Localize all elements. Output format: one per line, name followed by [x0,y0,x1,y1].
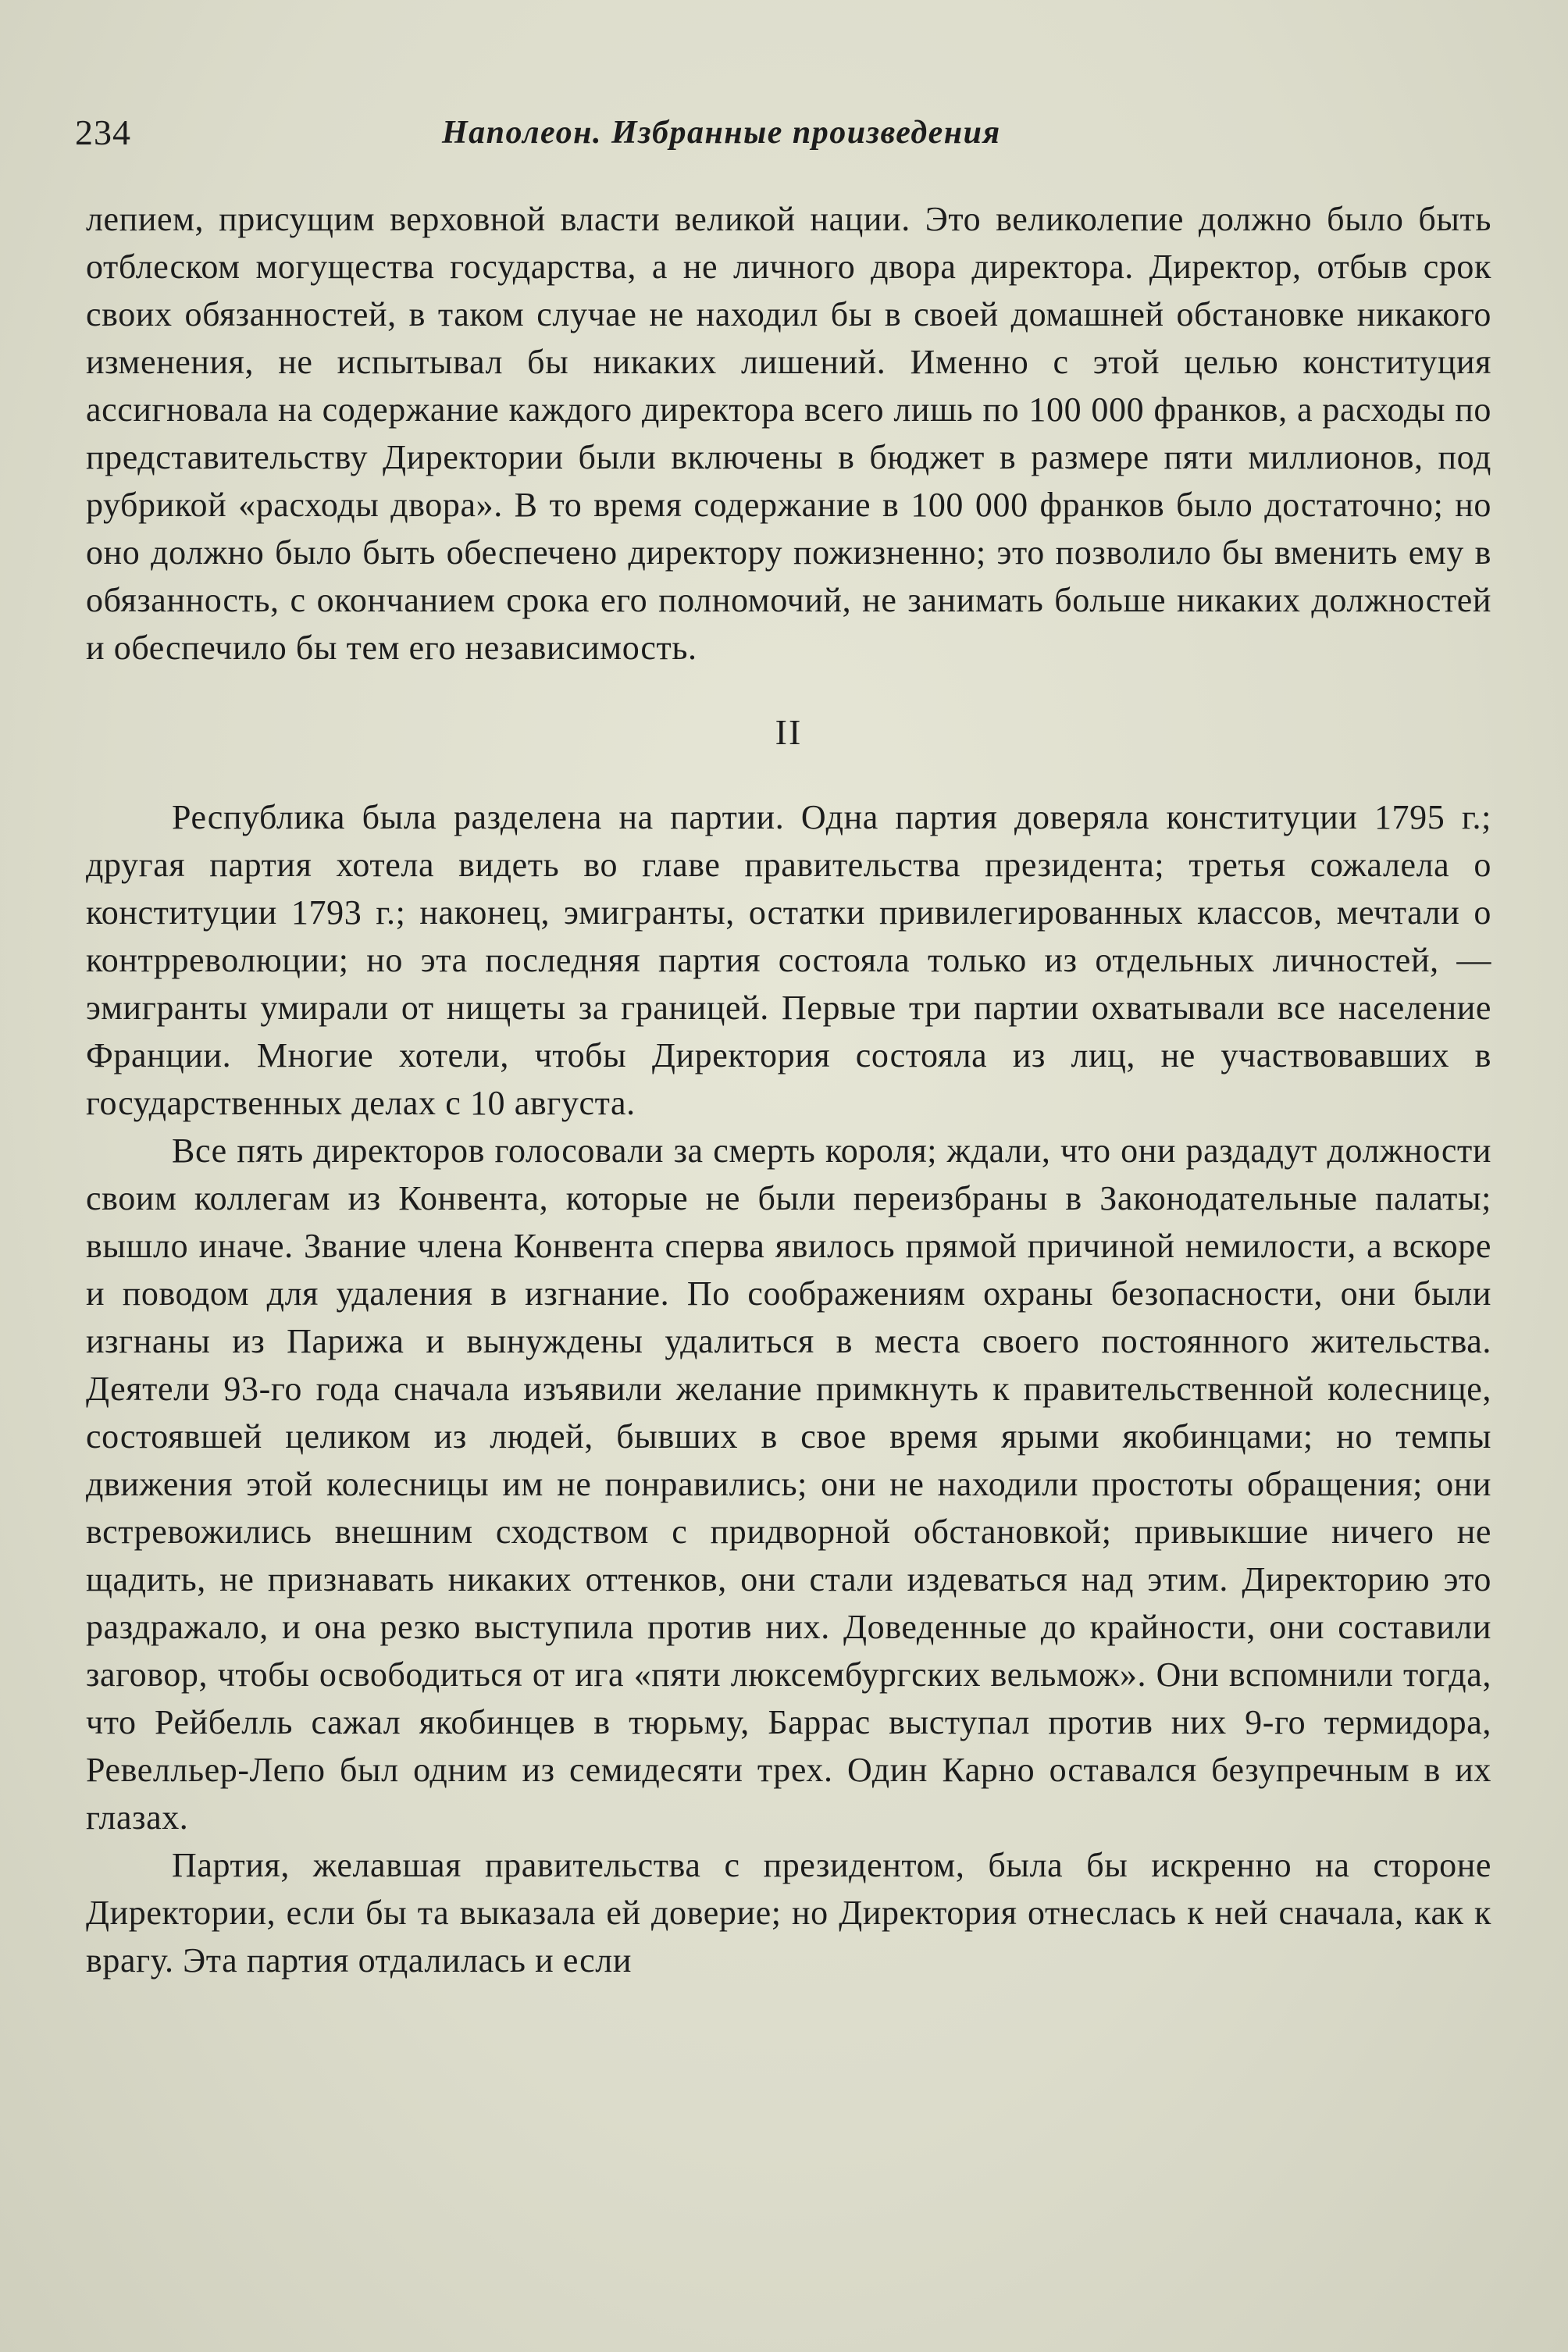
paragraph-1: лепием, присущим верховной власти великой нации. Это великолепие должно было быть отблеском могущества государства, а не личного двора директора. Директор, отбыв срок своих обязанностей, в таком случае не находил бы в своей домашней обстановке никакого изменения, не испытывал бы никаких лишений. Именно с этой целью конституция ассигновала на содержание каждого директора всего лишь по 100 000 франков, а расходы по представительству Директории были включены в бюджет в размере пяти миллионов, под рубрикой «расходы двора». В то время содержание в 100 000 франков было достаточно; но оно должно было быть обеспечено директору пожизненно; это позволило бы вменить ему в обязанность, с окончанием срока его полномочий, не занимать больше никаких должностей и обеспечило бы тем его независимость. [86,200,1491,667]
page-header [75,109,1512,156]
running-title: Наполеон. Избранные произведения [442,115,1001,151]
page-body [86,195,1491,1984]
paragraph-3: Все пять директоров голосовали за смерть короля; ждали, что они раздадут должности своим коллегам из Конвента, которые не были переизбраны в Законодательные палаты; вышло иначе. Звание члена Конвента сперва явилось прямой причиной немилости, а вскоре и поводом для удаления в изгнание. По соображениям охраны безопасности, они были изгнаны из Парижа и вынуждены удалиться в места своего постоянного жительства. Деятели 93-го года сначала изъявили желание примкнуть к правительственной колеснице, состоявшей целиком из людей, бывших в свое время ярыми якобинцами; но темпы движения этой колесницы им не понравились; они не находили простоты обращения; они встревожились внешним сходством с придворной обстановкой; привыкшие ничего не щадить, не признавать никаких оттенков, они стали издеваться над этим. Директорию это раздражало, и она резко выступила против них. Доведенные до крайности, они составили заговор, чтобы освободиться от ига «пяти люксембургских вельмож». Они вспомнили тогда, что Рейбелль сажал якобинцев в тюрьму, Баррас выступал против них 9-го термидора, Ревелльер-Лепо был одним из семидесяти трех. Один Карно оставался безупречным в их глазах. [86,1131,1491,1837]
section-heading: II [775,712,803,752]
paragraph-4: Партия, желавшая правительства с президентом, была бы искренно на стороне Директории, если бы та выказала ей доверие; но Директория отнеслась к ней сначала, как к врагу. Эта партия отдалилась и если [86,1846,1491,1980]
paragraph-2: Республика была разделена на партии. Одна партия доверяла конституции 1795 г.; другая партия хотела видеть во главе правительства президента; третья сожалела о конституции 1793 г.; наконец, эмигранты, остатки привилегированных классов, мечтали о контрреволюции; но эта последняя партия состояла только из отдельных личностей, — эмигранты умирали от нищеты за границей. Первые три партии охватывали все население Франции. Многие хотели, чтобы Директория состояла из лиц, не участвовавших в государственных делах с 10 августа. [86,798,1491,1122]
page-number: 234 [75,112,131,152]
